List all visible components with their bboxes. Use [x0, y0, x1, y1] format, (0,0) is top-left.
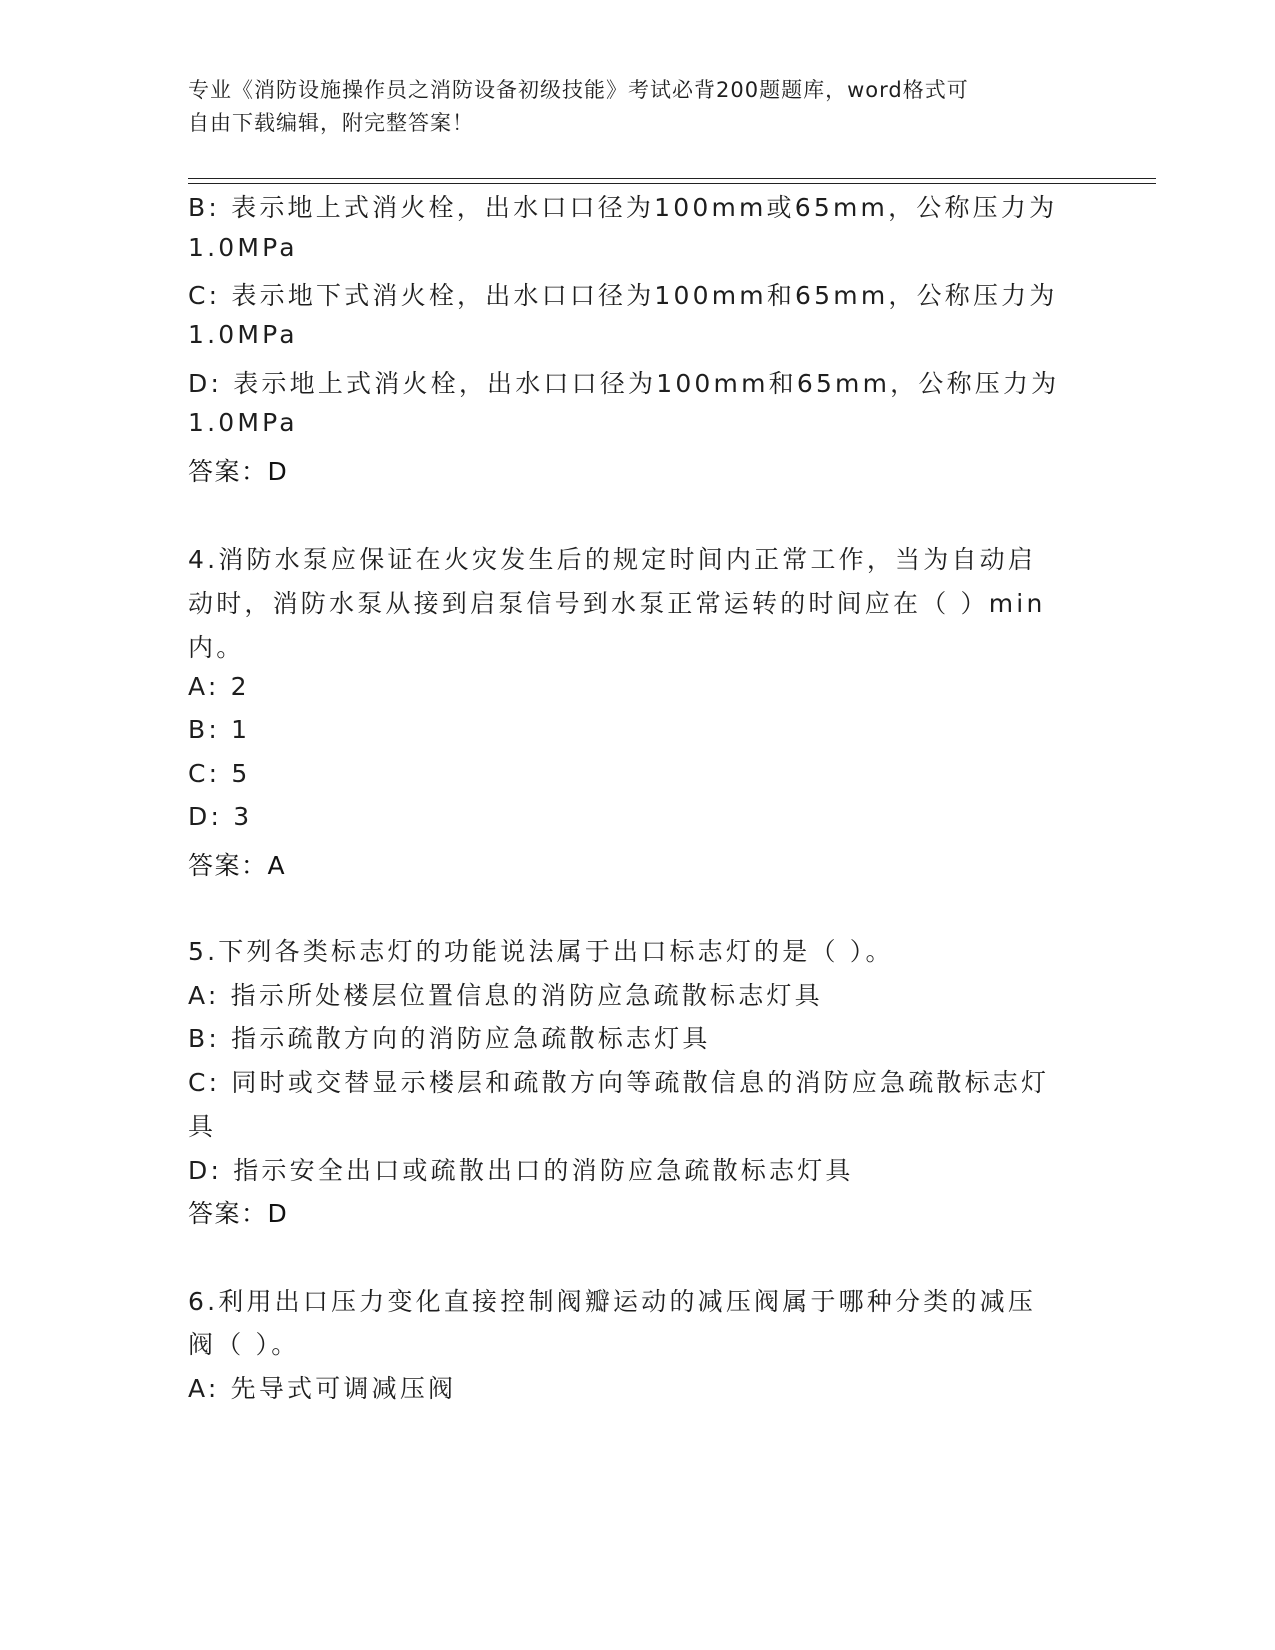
- q5-answer: 答案：D: [188, 1199, 289, 1228]
- q4-option-c: C: 5: [188, 759, 251, 788]
- q5-option-c-line-1: C: 同时或交替显示楼层和疏散方向等疏散信息的消防应急疏散标志灯: [188, 1068, 1050, 1097]
- header-line-2: 自由下载编辑，附完整答案！: [188, 111, 474, 135]
- q4-stem-line-1: 4.消防水泵应保证在火灾发生后的规定时间内正常工作，当为自动启: [188, 545, 1037, 574]
- q4-answer: 答案：A: [188, 851, 287, 880]
- q5-stem-line-1: 5.下列各类标志灯的功能说法属于出口标志灯的是（ ）。: [188, 937, 894, 966]
- q4-option-a: A: 2: [188, 672, 250, 701]
- q3-option-c-line-1: C: 表示地下式消火栓，出水口口径为100mm和65mm，公称压力为: [188, 281, 1058, 310]
- header-rule-bottom: [188, 183, 1156, 184]
- document-header: [188, 74, 1068, 140]
- q4-stem-line-2: 动时，消防水泵从接到启泵信号到水泵正常运转的时间应在（ ）min: [188, 589, 1046, 618]
- q5-option-d: D: 指示安全出口或疏散出口的消防应急疏散标志灯具: [188, 1156, 854, 1185]
- header-line-1: 专业《消防设施操作员之消防设备初级技能》考试必背200题题库，word格式可: [188, 78, 969, 102]
- header-rule-top: [188, 178, 1156, 179]
- q3-option-b-line-2: 1.0MPa: [188, 233, 298, 262]
- q6-option-a: A: 先导式可调减压阀: [188, 1374, 457, 1403]
- q5-option-b: B: 指示疏散方向的消防应急疏散标志灯具: [188, 1024, 711, 1053]
- q6-stem-line-2: 阀（ ）。: [188, 1330, 300, 1359]
- q3-answer: 答案：D: [188, 457, 289, 486]
- q3-option-d-line-2: 1.0MPa: [188, 408, 298, 437]
- q3-option-b-line-1: B: 表示地上式消火栓，出水口口径为100mm或65mm，公称压力为: [188, 193, 1058, 222]
- q4-stem-line-3: 内。: [188, 633, 245, 662]
- q4-option-d: D: 3: [188, 802, 253, 831]
- q5-option-c-line-2: 具: [188, 1112, 217, 1141]
- q5-option-a: A: 指示所处楼层位置信息的消防应急疏散标志灯具: [188, 981, 823, 1010]
- q4-option-b: B: 1: [188, 715, 251, 744]
- q3-option-d-line-1: D: 表示地上式消火栓，出水口口径为100mm和65mm，公称压力为: [188, 369, 1060, 398]
- q6-stem-line-1: 6.利用出口压力变化直接控制阀瓣运动的减压阀属于哪种分类的减压: [188, 1287, 1037, 1316]
- q3-option-c-line-2: 1.0MPa: [188, 320, 298, 349]
